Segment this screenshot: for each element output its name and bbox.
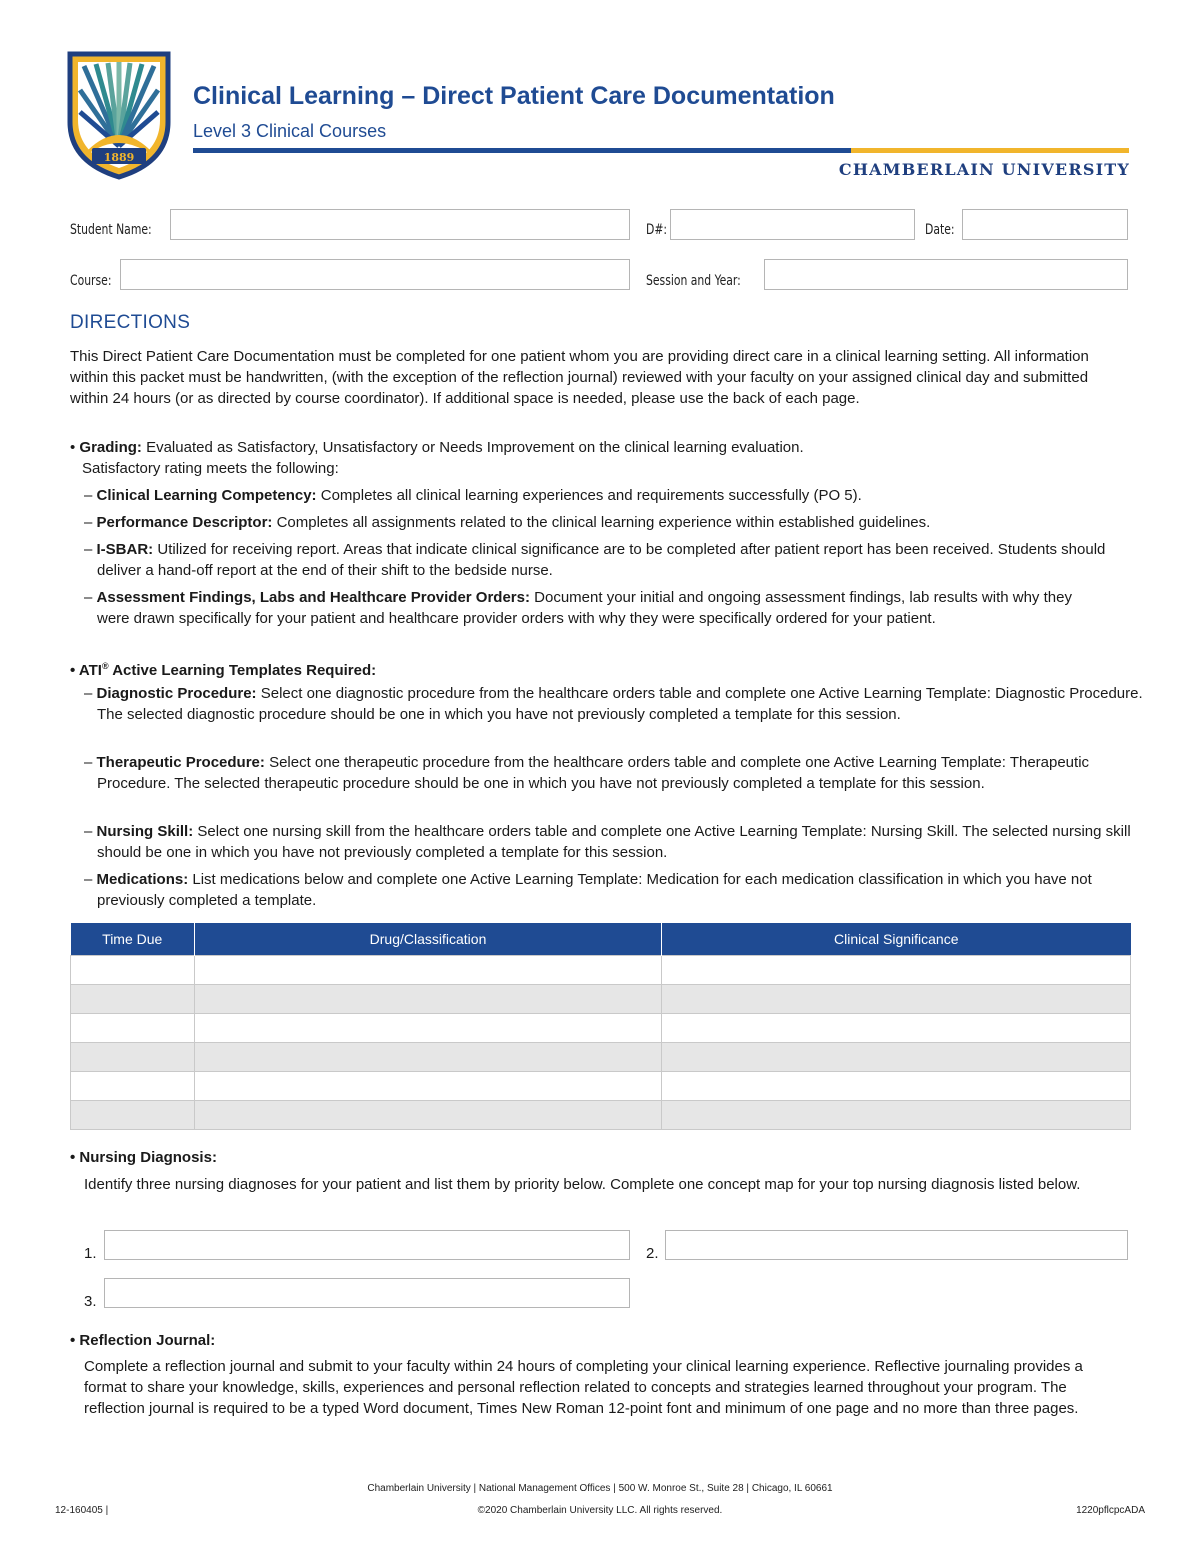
grading-item-label: Assessment Findings, Labs and Healthcare Provider Orders: xyxy=(96,589,530,606)
grading-item-text: Document your initial and ongoing assessment findings, lab results with why they were drawn specifically for your patient and healthcare provider orders with why they were specifically ordered for your patient. xyxy=(97,589,1072,627)
ati-item-text: List medications below and complete one Active Learning Template: Medication for each medication classification in which you have not previously completed a template. xyxy=(97,871,1092,909)
grading-label: Grading: xyxy=(79,439,142,456)
grading-item-label: Clinical Learning Competency: xyxy=(96,487,317,504)
time-due-cell[interactable] xyxy=(71,1101,195,1130)
diagnosis-2-field[interactable] xyxy=(665,1230,1128,1260)
significance-cell[interactable] xyxy=(662,985,1131,1014)
nursing-diagnosis-bullet: • Nursing Diagnosis: xyxy=(70,1149,217,1166)
diagnosis-number-3: 3. xyxy=(84,1293,97,1310)
ati-item-label: Nursing Skill: xyxy=(96,823,194,840)
session-year-field[interactable] xyxy=(764,259,1128,290)
time-due-cell[interactable] xyxy=(71,985,195,1014)
ati-bullet: • ATI® Active Learning Templates Required: xyxy=(70,661,377,679)
significance-cell[interactable] xyxy=(662,1043,1131,1072)
ati-item: – Medications: List medications below and complete one Active Learning Template: Medication for each medication classification in which you have not previously completed a template. xyxy=(84,871,1092,909)
university-wordmark: CHAMBERLAIN UNIVERSITY xyxy=(838,160,1130,179)
significance-cell[interactable] xyxy=(662,1014,1131,1043)
medication-table xyxy=(70,923,1131,1130)
header-rule-blue xyxy=(193,148,851,153)
nursing-diagnosis-text: Identify three nursing diagnoses for your patient and list them by priority below. Complete one concept map for your top nursing diagnosis listed below. xyxy=(84,1176,1081,1193)
grading-bullet: • Grading: Evaluated as Satisfactory, Unsatisfactory or Needs Improvement on the clinical learning evaluation. xyxy=(70,439,804,456)
student-name-label: Student Name: xyxy=(70,222,152,238)
ati-item-label: Diagnostic Procedure: xyxy=(96,685,257,702)
ati-item-text: Select one nursing skill from the healthcare orders table and complete one Active Learning Template: Nursing Skill. The selected nursing skill should be one in which you have not previously completed a template for this session. xyxy=(97,823,1131,861)
table-row xyxy=(71,1014,1131,1043)
student-name-field[interactable] xyxy=(170,209,630,240)
table-header-row xyxy=(71,923,1131,956)
clinical-significance-header: Clinical Significance xyxy=(662,923,1131,956)
drug-classification-header: Drug/Classification xyxy=(195,923,662,956)
date-label: Date: xyxy=(925,222,955,238)
crest-year: 1889 xyxy=(103,151,135,164)
ati-item-text: Select one diagnostic procedure from the healthcare orders table and complete one Active Learning Template: Diagnostic Procedure. The selected diagnostic procedure should be one in which you have not previously completed a template for this session. xyxy=(97,685,1143,723)
table-row xyxy=(71,1101,1131,1130)
ati-label-suffix: Active Learning Templates Required: xyxy=(108,662,377,679)
d-number-label: D#: xyxy=(646,222,668,238)
table-row xyxy=(71,985,1131,1014)
grading-item-text: Completes all assignments related to the clinical learning experience within established guidelines. xyxy=(272,514,931,531)
university-crest-logo xyxy=(66,50,172,180)
significance-cell[interactable] xyxy=(662,956,1131,985)
diagnosis-number-1: 1. xyxy=(84,1245,97,1262)
significance-cell[interactable] xyxy=(662,1072,1131,1101)
footer-address: Chamberlain University | National Management Offices | 500 W. Monroe St., Suite 28 | Chicago, IL 60661 xyxy=(367,1483,833,1494)
directions-intro: This Direct Patient Care Documentation must be completed for one patient whom you are providing direct care in a clinical learning setting. All information within this packet must be handwritten, (with the exception of the reflection journal) reviewed with your faculty on your assigned clinical day and submitted within 24 hours (or as directed by course coordinator). If additional space is needed, please use the back of each page. xyxy=(70,348,1089,407)
grading-item-label: Performance Descriptor: xyxy=(96,514,273,531)
ati-item-label: Medications: xyxy=(96,871,189,888)
ati-item: – Diagnostic Procedure: Select one diagnostic procedure from the healthcare orders table and complete one Active Learning Template: Diagnostic Procedure. The selected diagnostic procedure should be one in which you have not previously completed a template for this session. xyxy=(84,685,1143,723)
ati-registered-mark: ® xyxy=(101,661,109,671)
session-year-label: Session and Year: xyxy=(646,273,741,289)
d-number-field[interactable] xyxy=(670,209,915,240)
page-subtitle: Level 3 Clinical Courses xyxy=(193,121,387,141)
reflection-journal-bullet: • Reflection Journal: xyxy=(70,1332,216,1349)
page-title: Clinical Learning – Direct Patient Care Documentation xyxy=(193,82,835,110)
reflection-journal-label: Reflection Journal: xyxy=(79,1332,216,1349)
time-due-cell[interactable] xyxy=(71,1014,195,1043)
course-field[interactable] xyxy=(120,259,630,290)
grading-item-text: Completes all clinical learning experiences and requirements successfully (PO 5). xyxy=(316,487,862,504)
grading-item-label: I-SBAR: xyxy=(96,541,154,558)
nursing-diagnosis-label: Nursing Diagnosis: xyxy=(79,1149,217,1166)
grading-text-2: Satisfactory rating meets the following: xyxy=(82,460,339,477)
grading-item: – Performance Descriptor: Completes all assignments related to the clinical learning experience within established guidelines. xyxy=(84,514,931,531)
table-row xyxy=(71,956,1131,985)
grading-text: Evaluated as Satisfactory, Unsatisfactory or Needs Improvement on the clinical learning evaluation. xyxy=(141,439,804,456)
grading-item: – I-SBAR: Utilized for receiving report. Areas that indicate clinical significance are to be completed after patient report has been received. Students should deliver a hand-off report at the end of their shift to the bedside nurse. xyxy=(84,541,1106,579)
grading-item: – Clinical Learning Competency: Completes all clinical learning experiences and requirements successfully (PO 5). xyxy=(84,487,862,504)
drug-cell[interactable] xyxy=(195,985,662,1014)
ati-item-label: Therapeutic Procedure: xyxy=(96,754,265,771)
time-due-cell[interactable] xyxy=(71,1072,195,1101)
diagnosis-number-2: 2. xyxy=(646,1245,659,1262)
table-row xyxy=(71,1043,1131,1072)
date-field[interactable] xyxy=(962,209,1128,240)
drug-cell[interactable] xyxy=(195,956,662,985)
grading-item-text: Utilized for receiving report. Areas that indicate clinical significance are to be completed after patient report has been received. Students should deliver a hand-off report at the end of their shift to the bedside nurse. xyxy=(97,541,1106,579)
ati-label-prefix: ATI xyxy=(78,662,102,679)
footer-left-code: 12-160405 | xyxy=(55,1505,109,1516)
drug-cell[interactable] xyxy=(195,1014,662,1043)
diagnosis-3-field[interactable] xyxy=(104,1278,630,1308)
footer-copyright: ©2020 Chamberlain University LLC. All rights reserved. xyxy=(477,1505,723,1516)
significance-cell[interactable] xyxy=(662,1101,1131,1130)
grading-item: – Assessment Findings, Labs and Healthcare Provider Orders: Document your initial and ongoing assessment findings, lab results with why they were drawn specifically for your patient and healthcare provider orders with why they were specifically ordered for your patient. xyxy=(84,589,1072,627)
drug-cell[interactable] xyxy=(195,1072,662,1101)
course-label: Course: xyxy=(70,273,112,289)
ati-item: – Nursing Skill: Select one nursing skill from the healthcare orders table and complete one Active Learning Template: Nursing Skill. The selected nursing skill should be one in which you have not previously completed a template for this session. xyxy=(84,823,1131,861)
time-due-header: Time Due xyxy=(71,923,195,956)
ati-item: – Therapeutic Procedure: Select one therapeutic procedure from the healthcare orders table and complete one Active Learning Template: Therapeutic Procedure. The selected therapeutic procedure should be one in which you have not previously completed a template for this session. xyxy=(84,754,1090,792)
directions-heading: DIRECTIONS xyxy=(70,312,191,333)
drug-cell[interactable] xyxy=(195,1043,662,1072)
footer-right-code: 1220pflcpcADA xyxy=(1076,1505,1145,1516)
drug-cell[interactable] xyxy=(195,1101,662,1130)
reflection-journal-text: Complete a reflection journal and submit to your faculty within 24 hours of completing your clinical learning experience. Reflective journaling provides a format to share your knowledge, skills, experiences and personal reflection related to concepts and strategies learned throughout your program. The reflection journal is required to be a typed Word document, Times New Roman 12-point font and minimum of one page and no more than three pages. xyxy=(84,1358,1083,1417)
time-due-cell[interactable] xyxy=(71,1043,195,1072)
time-due-cell[interactable] xyxy=(71,956,195,985)
ati-item-text: Select one therapeutic procedure from the healthcare orders table and complete one Active Learning Template: Therapeutic Procedure. The selected therapeutic procedure should be one in which you have not previously completed a template for this session. xyxy=(97,754,1090,792)
table-row xyxy=(71,1072,1131,1101)
header-rule-gold xyxy=(851,148,1129,153)
diagnosis-1-field[interactable] xyxy=(104,1230,630,1260)
